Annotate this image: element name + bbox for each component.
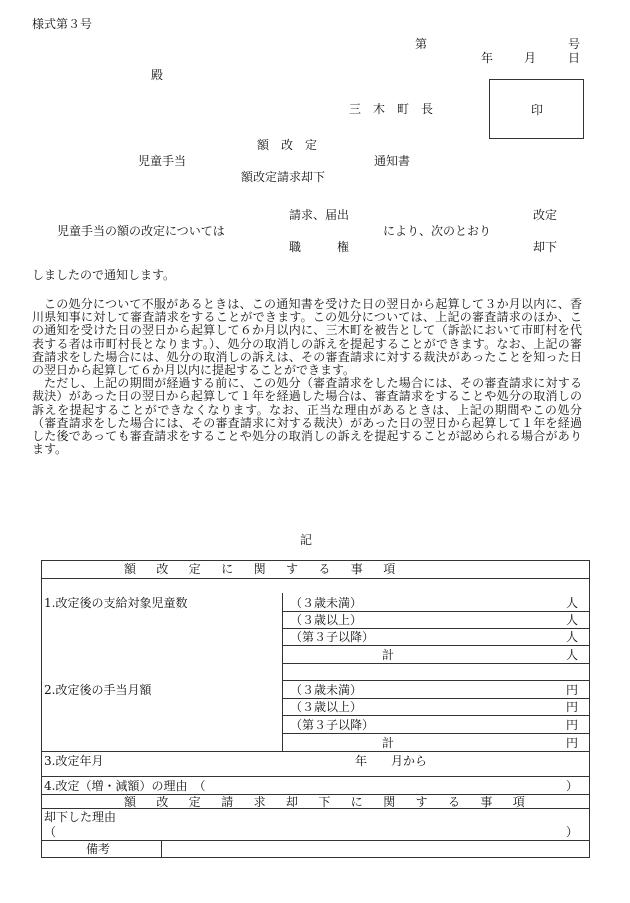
intro-closing: しましたので通知します。 [32,268,176,282]
form-number: 様式第３号 [32,17,93,31]
appeal-paragraph-1: この処分について不服があるときは、この通知書を受けた日の翌日から起算して３か月以内に、香川県知事に対して審査請求をすることができます。この処分については、上記の審査請求のほか、この通知を受けた日の翌日から起算して６か月以内に、三木町を被告として（訴訟において市町村を代表する者は市町村長となります。）、処分の取消しの訴えを提起することができます。なお、上記の審査請求をした場合には、処分の取消しの訴えは、その審査請求に対する裁決があったことを知った日の翌日から起算して６か月以内に提起することができます。 [32,297,582,378]
option-ex-officio: 職 権 [289,240,350,254]
item1-row1-label: （３歳未満） [290,596,363,610]
item1-row2-unit: 人 [566,613,579,627]
remarks-label: 備考 [86,842,111,856]
year-label: 年 [481,51,494,65]
intro-lead: 児童手当の額の改定については [57,224,225,238]
addressee-honorific: 殿 [151,68,164,82]
document-number-suffix: 号 [568,37,581,51]
item2-row2-label: （３歳以上） [290,700,363,714]
item1-row2-label: （３歳以上） [290,613,363,627]
item1-total-unit: 人 [566,648,579,662]
ki-heading: 記 [300,533,313,547]
reject-section-header: 額 改 定 請 求 却 下 に 関 す る 事 項 [124,795,530,809]
item2-row1-label: （３歳未満） [290,683,363,697]
month-label: 月 [524,51,537,65]
item1-label: 1.改定後の支給対象児童数 [44,596,188,610]
result-reject: 却下 [533,240,558,254]
document-number-label: 第 [415,37,428,51]
seal-box [489,79,584,139]
title-option-reject: 額改定請求却下 [241,170,326,184]
title-right: 通知書 [374,154,411,168]
item2-total-label: 計 [382,736,395,750]
item2-row3-label: （第３子以降） [290,718,375,732]
item1-row3-label: （第３子以降） [290,630,375,644]
item1-row3-unit: 人 [566,630,579,644]
item2-total-unit: 円 [566,736,579,750]
day-label: 日 [568,51,581,65]
reject-reason-label: 却下した理由 [44,810,117,824]
item2-label: 2.改定後の手当月額 [44,683,152,697]
item1-row1-unit: 人 [566,596,579,610]
item4-close: ） [566,779,579,793]
item2-row2-unit: 円 [566,700,579,714]
option-request: 請求、届出 [289,208,350,222]
title-left: 児童手当 [138,154,187,168]
reject-reason-open: （ [44,825,57,839]
issuer-name: 三 木 町 長 [349,102,434,116]
item3-value: 年 月から [355,754,428,768]
intro-middle: により、次のとおり [383,224,492,238]
reject-reason-close: ） [566,825,579,839]
item1-total-label: 計 [382,648,395,662]
item4-label: 4.改定（増・減額）の理由 （ [44,779,206,793]
amend-section-header: 額 改 定 に 関 す る 事 項 [124,562,400,576]
title-option-amend: 額 改 定 [257,138,318,152]
item2-row3-unit: 円 [566,718,579,732]
item3-label: 3.改定年月 [44,754,104,768]
seal-mark: 印 [531,103,544,117]
result-amend: 改定 [533,208,558,222]
item2-row1-unit: 円 [566,683,579,697]
appeal-notice [32,298,582,456]
appeal-paragraph-2: ただし、上記の期間が経過する前に、この処分（審査請求をした場合には、その審査請求に対する裁決）があった日の翌日から起算して１年を経過した場合は、審査請求をすることや処分の取消しの訴えを提起することができなくなります。なお、正当な理由があるときは、上記の期間やこの処分（審査請求をした場合には、その審査請求に対する裁決）があった日の翌日から起算して１年を経過した後であっても審査請求をすることや処分の取消しの訴えを提起することが認められる場合があります。 [32,376,582,457]
